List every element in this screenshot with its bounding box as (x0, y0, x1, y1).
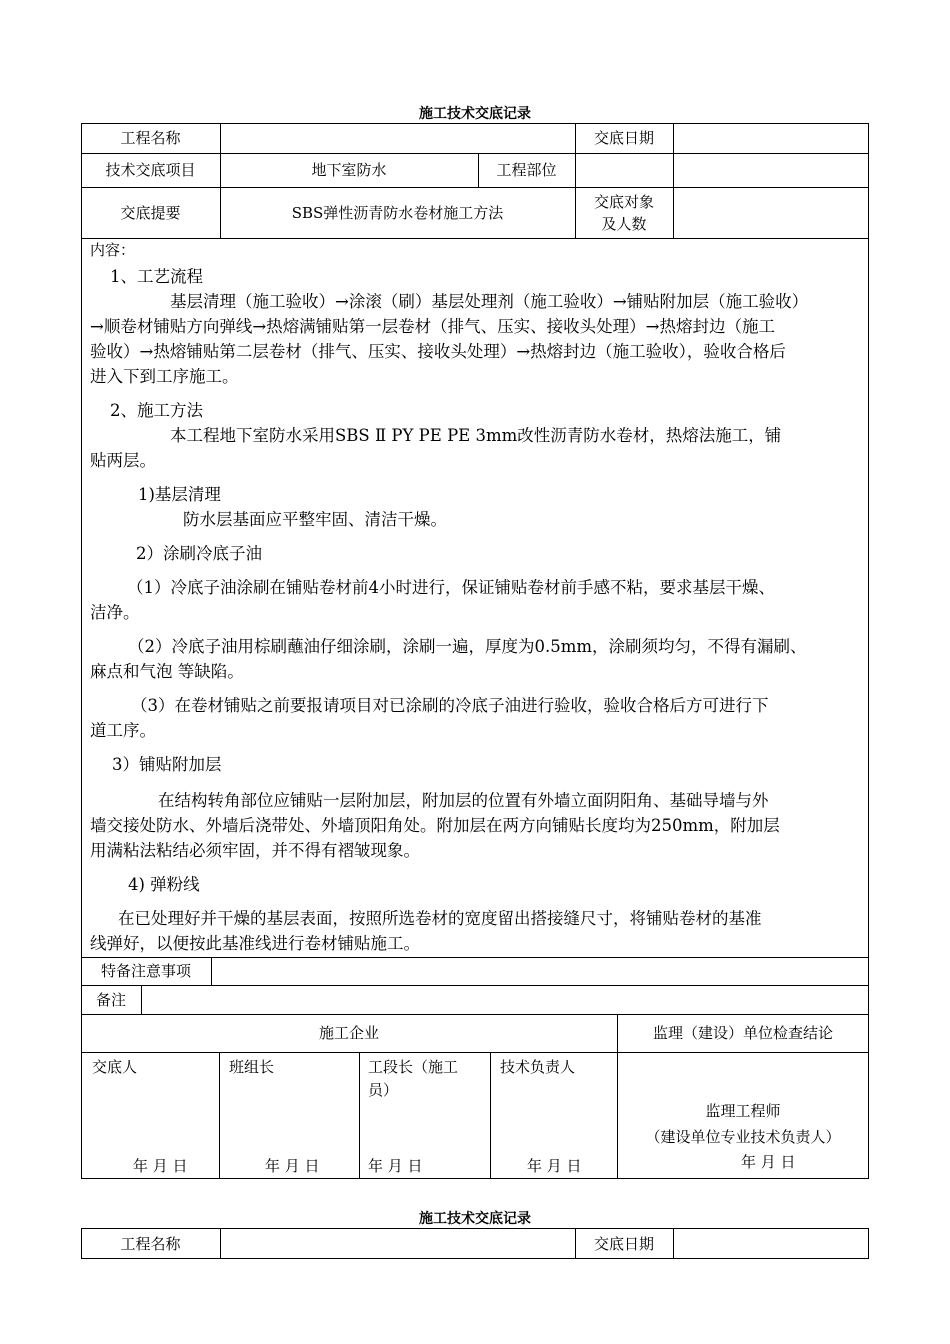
audience-label-line2: 及人数 (601, 214, 647, 233)
p4-line-2: 线弹好，以便按此基准线进行卷材铺贴施工。 (90, 934, 420, 953)
p2-item-1-line-1: （1）冷底子油涂刷在铺贴卷材前4小时进行，保证铺贴卷材前手感不粘，要求基层干燥、 (127, 578, 775, 597)
point-1-text: 防水层基面应平整牢固、清洁干燥。 (183, 510, 447, 529)
point-1-title: 1)基层清理 (138, 485, 221, 504)
supervision-owner-label: （建设单位专业技术负责人） (645, 1128, 841, 1146)
p3-line-1: 在结构转角部位应铺贴一层附加层，附加层的位置有外墙立面阴阳角、基础导墙与外 (158, 791, 769, 810)
p2-item-3-line-2: 道工序。 (90, 721, 156, 740)
supervision-label: 监理（建设）单位检查结论 (652, 1024, 833, 1042)
page2-document-title: 施工技术交底记录 (419, 1211, 531, 1227)
summary-value: SBS弹性沥青防水卷材施工方法 (291, 203, 504, 222)
summary-label: 交底提要 (120, 203, 181, 222)
section-2-title: 2、施工方法 (110, 401, 203, 420)
page2-project-name-label: 工程名称 (120, 1234, 181, 1253)
date-field[interactable] (673, 123, 869, 153)
audience-field[interactable] (673, 187, 869, 238)
signer-section-chief-label-2: 员） (368, 1081, 399, 1099)
signer-presenter-label: 交底人 (92, 1058, 138, 1076)
notes-field[interactable] (211, 957, 869, 985)
date-presenter: 年 月 日 (133, 1157, 188, 1175)
project-name-field[interactable] (220, 123, 575, 153)
s1-line-1: 基层清理（施工验收）→涂滚（刷）基层处理剂（施工验收）→铺贴附加层（施工验收） (170, 292, 809, 311)
audience-label-line1: 交底对象 (593, 192, 654, 211)
section-1-title: 1、工艺流程 (110, 267, 203, 286)
supervision-engineer-label: 监理工程师 (705, 1102, 781, 1120)
audience-label (575, 187, 673, 238)
location-field[interactable] (575, 153, 869, 187)
page2-project-name-field[interactable] (220, 1228, 575, 1259)
s1-line-4: 进入下到工序施工。 (90, 367, 239, 386)
s1-line-3: 验收）→热熔铺贴第二层卷材（排气、压实、接收头处理）→热熔封边（施工验收），验收合格后 (90, 342, 786, 361)
p2-item-1-line-2: 洁净。 (90, 603, 140, 622)
s2-line-2: 贴两层。 (90, 451, 156, 470)
p4-line-1: 在已处理好并干燥的基层表面，按照所选卷材的宽度留出搭接缝尺寸，将铺贴卷材的基准 (118, 909, 762, 928)
p3-line-2: 墙交接处防水、外墙后浇带处、外墙顶阳角处。附加层在两方向铺贴长度均为250mm，附加层 (90, 816, 780, 835)
s1-line-2: →顺卷材铺贴方向弹线→热熔满铺贴第一层卷材（排气、压实、接收头处理）→热熔封边（施工 (90, 317, 775, 336)
remark-label: 备注 (95, 990, 126, 1009)
document-title: 施工技术交底记录 (419, 106, 531, 122)
p2-item-2-line-2: 麻点和气泡 等缺陷。 (90, 662, 244, 681)
s2-line-1: 本工程地下室防水采用SBS Ⅱ PY PE PE 3mm改性沥青防水卷材，热熔法施工，铺 (170, 426, 782, 445)
signer-team-leader-label: 班组长 (229, 1058, 275, 1076)
remark-field[interactable] (141, 985, 869, 1014)
p3-line-3: 用满粘法粘结必须牢固，并不得有褶皱现象。 (90, 841, 420, 860)
signer-section-chief-label-1: 工段长（施工 (368, 1058, 459, 1076)
company-label: 施工企业 (318, 1024, 379, 1042)
p2-item-3-line-1: （3）在卷材铺贴之前要报请项目对已涂刷的冷底子油进行验收，验收合格后方可进行下 (131, 696, 769, 715)
page2-date-label: 交底日期 (593, 1234, 654, 1253)
p2-item-2-line-1: （2）冷底子油用棕刷蘸油仔细涂刷，涂刷一遍，厚度为0.5mm，涂刷须均匀，不得有漏刷、 (128, 637, 807, 656)
point-2-title: 2）涂刷冷底子油 (136, 544, 262, 563)
date-tech-lead: 年 月 日 (527, 1157, 582, 1175)
date-label: 交底日期 (593, 129, 654, 147)
point-4-title: 4) 弹粉线 (128, 875, 200, 894)
date-team-leader: 年 月 日 (265, 1157, 320, 1175)
date-section-chief: 年 月 日 (368, 1157, 423, 1175)
item-value: 地下室防水 (311, 161, 387, 179)
signer-tech-lead-label: 技术负责人 (500, 1058, 576, 1076)
project-name-label: 工程名称 (120, 129, 181, 147)
item-label: 技术交底项目 (105, 161, 196, 179)
date-supervision: 年 月 日 (741, 1153, 796, 1171)
content-heading: 内容： (90, 241, 136, 259)
page2-date-field[interactable] (673, 1228, 869, 1259)
location-label: 工程部位 (496, 161, 557, 179)
point-3-title: 3）铺贴附加层 (112, 755, 222, 774)
notes-label: 特备注意事项 (100, 962, 191, 980)
